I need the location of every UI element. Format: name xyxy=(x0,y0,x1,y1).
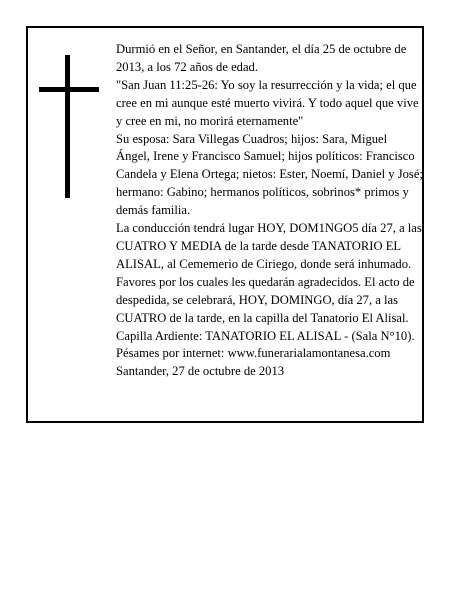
cross-horizontal-bar xyxy=(39,87,99,92)
death-announcement: Durmió en el Señor, en Santander, el día 25 de octubre de 2013, a los 72 años de edad. xyxy=(116,42,407,74)
notice-text xyxy=(116,41,424,381)
family-members: Su esposa: Sara Villegas Cuadros; hijos: Sara, Miguel Ángel, Irene y Francisco Samuel; hijos políticos: Francisco Candela y Elena Ortega; nietos: Ester, Noemí, Daniel y José; hermano: Gabino; hermanos políticos, sobrinos* primos y demás familia. xyxy=(116,131,423,218)
obituary-notice xyxy=(26,26,424,423)
condolences-website: Pésames por internet: www.funerarialamontanesa.com xyxy=(116,346,391,361)
place-date: Santander, 27 de octubre de 2013 xyxy=(116,364,285,379)
cross-vertical-bar xyxy=(65,55,70,198)
bible-quote: "San Juan 11:25-26: Yo soy la resurrección y la vida; el que cree en mi aunque esté muerto vivirá. Y todo aquel que vive y cree en mi, no morirá eternamente" xyxy=(116,77,419,128)
cross-icon xyxy=(39,55,99,198)
funeral-details: La conducción tendrá lugar HOY, DOM1NGO5 día 27, a las CUATRO Y MEDIA de la tarde desde TANATORIO EL ALISAL, al Cememerio de Ciriego, donde será inhumado. Favores por los cuales les quedarán agradecidos. El acto de despedida, se celebrará, HOY, DOMINGO, día 27, a las CUATRO de la tarde, en la capilla del Tanatorio El Alisal. Capilla Ardiente: TANATORIO EL ALISAL - (Sala N°10). xyxy=(116,221,422,343)
